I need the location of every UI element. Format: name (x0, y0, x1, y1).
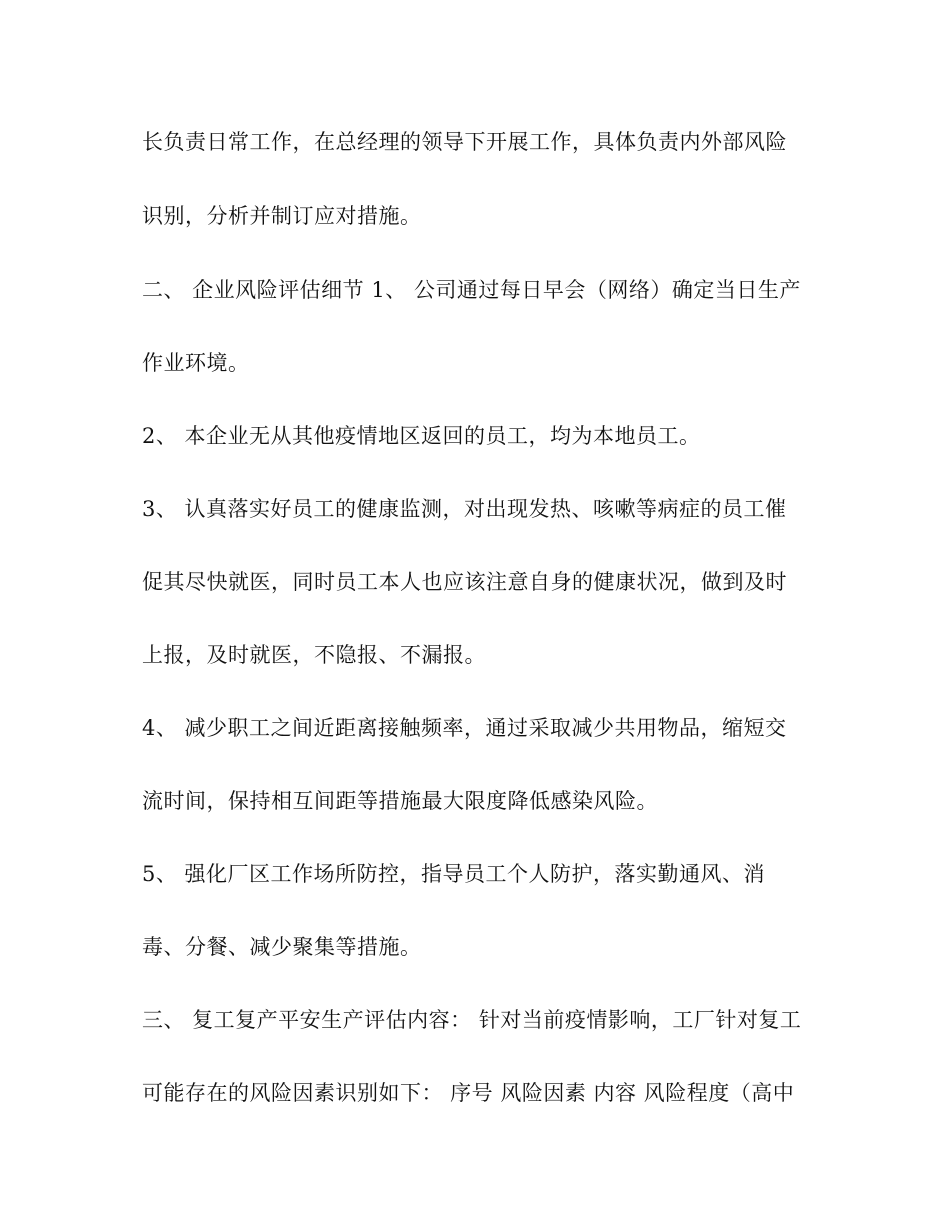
section-heading-line: 二、 企业风险评估细节 1、 公司通过每日早会（网络）确定当日生产 (142, 278, 801, 302)
list-item-line: 5、 强化厂区工作场所防控，指导员工个人防护，落实勤通风、消 (142, 862, 766, 886)
text-line: 长负责日常工作，在总经理的领导下开展工作，具体负责内外部风险 (142, 130, 787, 154)
text-line: 可能存在的风险因素识别如下： 序号 风险因素 内容 风险程度（高中 (142, 1081, 795, 1105)
text-line: 上报，及时就医，不隐报、不漏报。 (142, 643, 486, 667)
text-line: 作业环境。 (142, 351, 250, 375)
text-line: 毒、分餐、减少聚集等措施。 (142, 935, 422, 959)
text-line: 识别，分析并制订应对措施。 (142, 204, 422, 228)
text-line: 促其尽快就医，同时员工本人也应该注意自身的健康状况，做到及时 (142, 570, 787, 594)
list-item-line: 2、 本企业无从其他疫情地区返回的员工，均为本地员工。 (142, 424, 701, 448)
list-item-line: 4、 减少职工之间近距离接触频率，通过采取减少共用物品，缩短交 (142, 716, 787, 740)
section-heading-line: 三、 复工复产平安生产评估内容： 针对当前疫情影响，工厂针对复工 (142, 1008, 802, 1032)
text-line: 流时间，保持相互间距等措施最大限度降低感染风险。 (142, 789, 658, 813)
list-item-line: 3、 认真落实好员工的健康监测，对出现发热、咳嗽等病症的员工催 (142, 497, 787, 521)
